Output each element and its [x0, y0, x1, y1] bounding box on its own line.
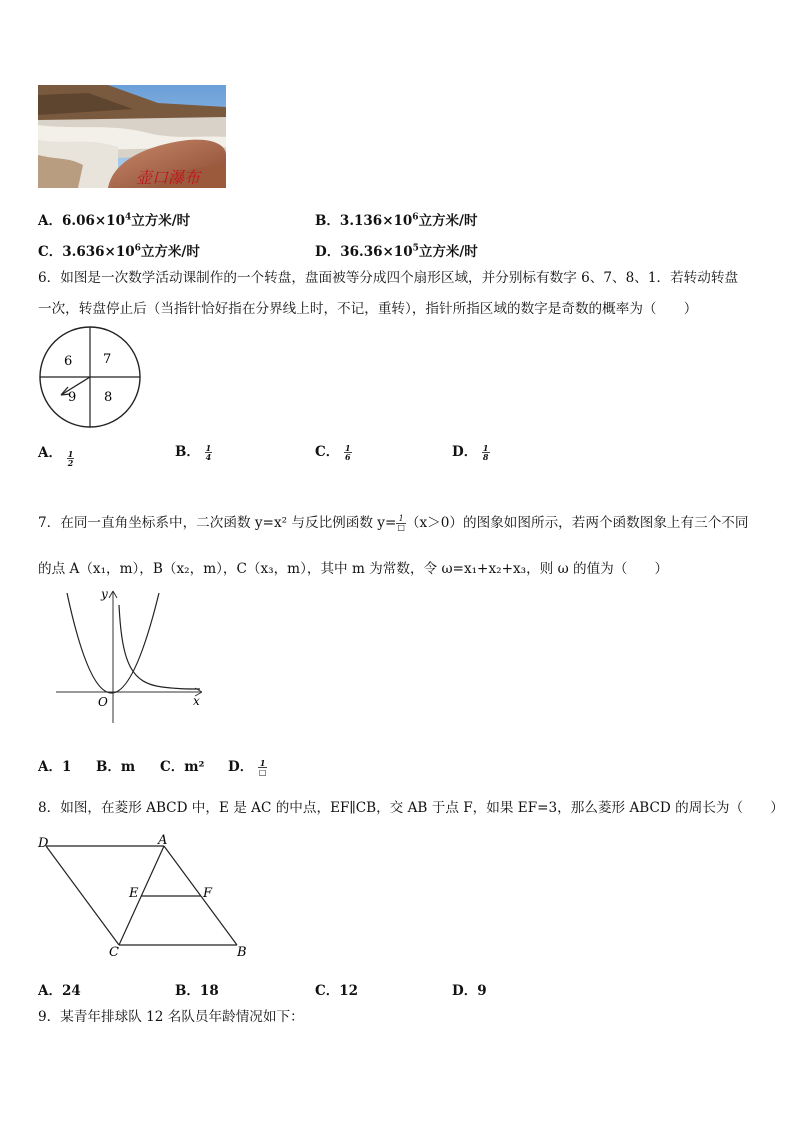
point-label-E: E — [129, 886, 139, 901]
q7-option-a: A．1 — [38, 759, 72, 775]
q7-option-c: C．m² — [160, 759, 205, 775]
axis-label-y: y — [101, 587, 108, 601]
q8-option-d: D．9 — [452, 983, 487, 999]
q6-option-d: D． $\frac{1}{8}$ — [452, 443, 489, 462]
q6-stem-line1: 6．如图是一次数学活动课制作的一个转盘，盘面被等分成四个扇形区域，并分别标有数字 6、7、8、1．若转动转盘 — [38, 270, 739, 286]
photo-caption: 壶口瀑布 — [136, 168, 201, 187]
q8-stem-line1: 8．如图，在菱形 ABCD 中，E 是 AC 的中点，EF∥CB，交 AB 于点 F，如果 EF=3，那么菱形 ABCD 的周长为（ ） — [38, 800, 784, 816]
q8-option-c: C．12 — [315, 983, 359, 999]
q5-option-b: B．$3.136\times 10^6$立方米/时 — [315, 212, 478, 229]
point-label-B: B — [237, 945, 247, 960]
q5-option-c: C．$3.636\times 10^6$立方米/时 — [38, 243, 200, 260]
point-label-F: F — [203, 886, 213, 901]
q7-option-d: D． $\frac{1}{□}$ — [228, 758, 267, 777]
dial-number-8: 8 — [104, 390, 113, 405]
axis-label-x: x — [193, 694, 200, 708]
q6-option-c: C． $\frac{1}{6}$ — [315, 443, 351, 462]
function-graph — [52, 585, 212, 729]
q7-stem-line2: 的点 A（x₁，m），B（x₂，m），C（x₃，m），其中 m 为常数，令 ω=x₁+x₂+x₃，则 ω 的值为（ ） — [38, 561, 669, 577]
dial-number-6: 6 — [64, 354, 73, 369]
spinner-figure — [37, 325, 143, 433]
q5-option-d: D．$36.36\times 10^5$立方米/时 — [315, 243, 478, 260]
q8-option-a: A．24 — [38, 983, 81, 999]
dial-number-9: 9 — [68, 390, 77, 405]
point-label-A: A — [158, 833, 168, 848]
q7-stem-line1: 7．在同一直角坐标系中，二次函数 y=x² 与反比例函数 y= $\frac{1}{□}$ （x＞0）的图象如图所示，若两个函数图象上有三个不同 — [38, 514, 749, 532]
segment-DC — [46, 846, 119, 945]
q6-option-b: B． $\frac{1}{4}$ — [175, 443, 212, 462]
rhombus-figure — [36, 832, 256, 966]
q6-option-a: A． $\frac{1}{2}$ — [38, 445, 74, 468]
q5-option-a: A．$6.06\times 10^4$立方米/时 — [38, 212, 191, 229]
dial-number-7: 7 — [103, 352, 112, 367]
point-label-C: C — [109, 945, 119, 960]
point-label-D: D — [38, 836, 49, 851]
q6-stem-line2: 一次，转盘停止后（当指针恰好指在分界线上时，不记，重转），指针所指区域的数字是奇数的概率为（ ） — [38, 301, 698, 317]
q8-option-b: B．18 — [175, 983, 219, 999]
origin-label: O — [98, 695, 108, 709]
hyperbola-curve — [119, 605, 200, 689]
q7-option-b: B．m — [96, 759, 136, 775]
q9-stem-line1: 9．某青年排球队 12 名队员年龄情况如下： — [38, 1009, 304, 1025]
waterfall-photo — [38, 85, 226, 188]
